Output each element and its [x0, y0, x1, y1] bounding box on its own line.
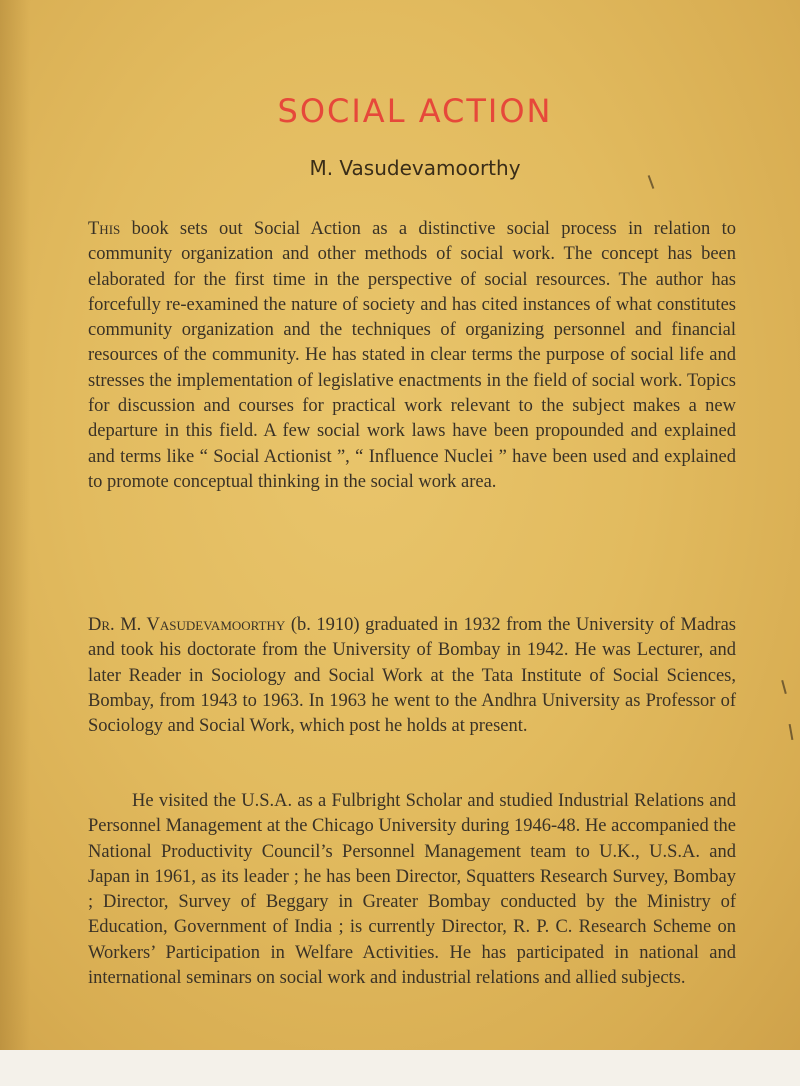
author-career-paragraph	[88, 789, 736, 991]
paragraph-body: book sets out Social Action as a distinctive social process in relation to community organization and other methods of social work. The concept has been elaborated for the first time in the perspective of social resources. The author has forcefully re-examined the nature of society and has cited instances of what constitutes community organization and the techniques of organizing personnel and financial resources of the community. He has stated in clear terms the purpose of social life and stresses the implementation of legislative enactments in the field of social work. Topics for discussion and courses for practical work relevant to the subject makes a new departure in this field. A few social work laws have been propounded and explained and terms like “ Social Actionist ”, “ Influence Nuclei ” have been used and explained to promote conceptual thinking in the social work area.	[88, 219, 736, 492]
stray-ink-mark	[781, 680, 787, 694]
paragraph-body: He visited the U.S.A. as a Fulbright Scholar and studied Industrial Relations and Personnel Management at the Chicago University during 1946-48. He accompanied the National Productivity Council’s Personnel Management team to U.K., U.S.A. and Japan in 1961, as its leader ; he has been Director, Squatters Research Survey, Bombay ; Director, Survey of Beggary in Greater Bombay conducted by the Ministry of Education, Government of India ; is currently Director, R. P. C. Research Scheme on Workers’ Participation in Welfare Activities. He has participated in national and international seminars on social work and industrial relations and allied subjects.	[88, 791, 736, 989]
author-biography-paragraph	[88, 613, 736, 739]
book-description-paragraph	[88, 217, 736, 495]
book-author: M. Vasudevamoorthy	[309, 156, 521, 180]
paragraph-body: (b. 1910) graduated in 1932 from the University of Madras and took his doctorate from the University of Bombay in 1942. He was Lecturer, and later Reader in Sociology and Social Work at the Tata Institute of Social Sciences, Bombay, from 1943 to 1963. In 1963 he went to the Andhra University as Professor of Sociology and Social Work, which post he holds at present.	[88, 615, 736, 737]
paragraph-lead-word: This	[88, 219, 121, 239]
author-name-lead: Dr. M. Vasudevamoorthy	[88, 615, 286, 635]
stray-ink-mark	[789, 724, 794, 740]
book-title: SOCIAL ACTION	[277, 92, 553, 130]
